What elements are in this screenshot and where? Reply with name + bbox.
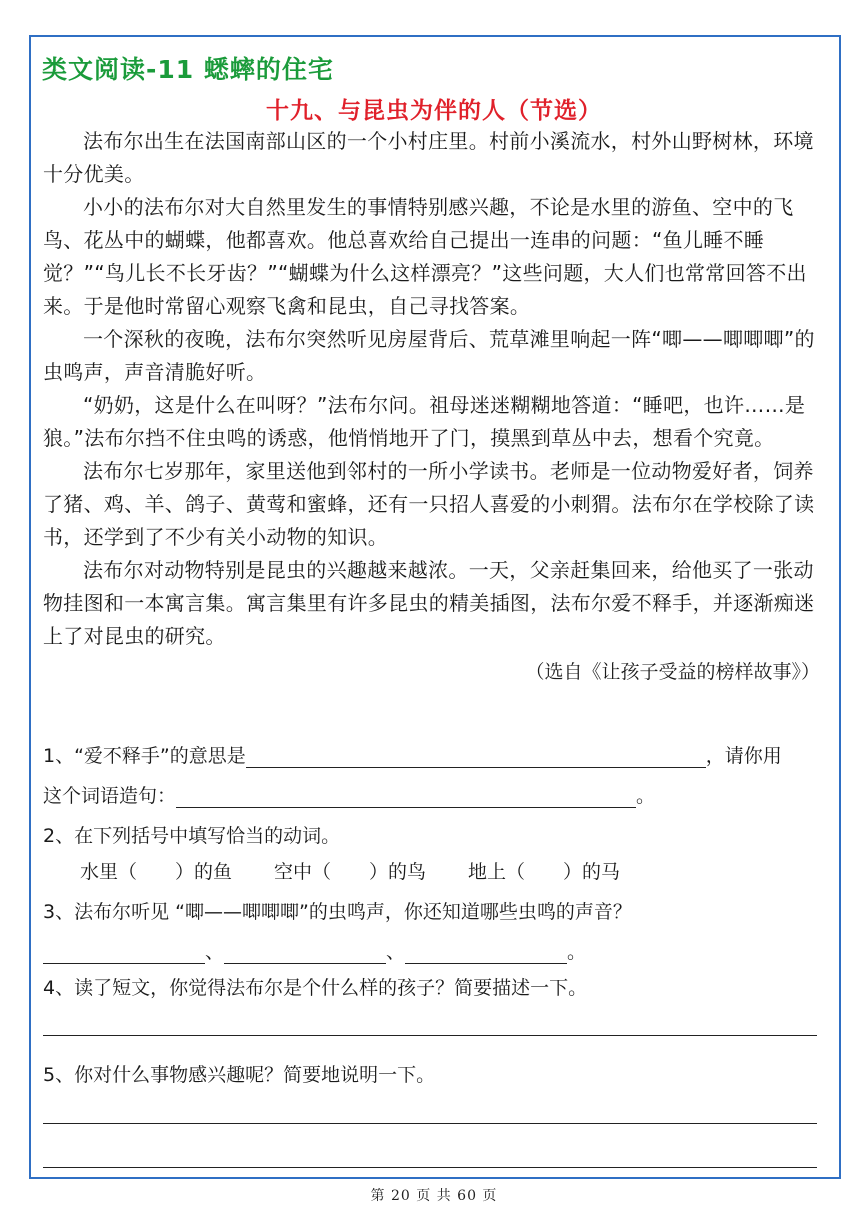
question-1-suffix: ，请你用 — [705, 745, 782, 767]
sentence-blank[interactable] — [176, 787, 636, 808]
paragraph: 法布尔出生在法国南部山区的一个小村庄里。村前小溪流水，村外山野树林，环境十分优美。 — [43, 129, 814, 186]
question-4: 4、读了短文，你觉得法布尔是个什么样的孩子？简要描述一下。 — [43, 977, 588, 999]
answer-line[interactable] — [43, 1035, 817, 1036]
answer-blank[interactable] — [224, 943, 386, 964]
question-2-items — [80, 857, 620, 884]
answer-blank[interactable] — [246, 747, 706, 768]
section-header: 类文阅读-11 蟋蟀的住宅 — [42, 55, 334, 84]
answer-blank[interactable] — [405, 943, 567, 964]
question-1-text: 1、“爱不释手”的意思是 — [43, 745, 246, 767]
question-3: 3、法布尔听见 “唧——唧唧唧”的虫鸣声，你还知道哪些虫鸣的声音？ — [43, 901, 632, 923]
fill-in-item[interactable]: 空中（ ）的鸟 — [274, 861, 427, 883]
answer-line[interactable] — [43, 1123, 817, 1124]
fill-in-item[interactable]: 水里（ ）的鱼 — [80, 861, 233, 883]
question-3-blanks — [43, 937, 586, 964]
paragraph: 小小的法布尔对大自然里发生的事情特别感兴趣，不论是水里的游鱼、空中的飞鸟、花丛中的蝴蝶，他都喜欢。他总喜欢给自己提出一连串的问题：“鱼儿睡不睡觉？”“鸟儿长不长牙齿？”“蝴蝶为什么这样漂亮？”这些问题，大人们也常常回答不出来。于是他时常留心观察飞禽和昆虫，自己寻找答案。 — [43, 195, 807, 318]
paragraph: 法布尔七岁那年，家里送他到邻村的一所小学读书。老师是一位动物爱好者，饲养了猪、鸡、羊、鸽子、黄莺和蜜蜂，还有一只招人喜爱的小刺猬。法布尔在学校除了读书，还学到了不少有关小动物的知识。 — [43, 459, 815, 549]
question-1-prompt: 这个词语造句： — [43, 785, 177, 807]
question-1-line2 — [43, 781, 655, 808]
question-1 — [43, 741, 782, 768]
question-1-end: 。 — [636, 785, 656, 807]
question-3-end: 。 — [567, 941, 587, 963]
paragraph: 一个深秋的夜晚，法布尔突然听见房屋背后、荒草滩里响起一阵“唧——唧唧唧”的虫鸣声，声音清脆好听。 — [43, 327, 815, 384]
answer-blank[interactable] — [43, 943, 205, 964]
paragraph: 法布尔对动物特别是昆虫的兴趣越来越浓。一天，父亲赶集回来，给他买了一张动物挂图和一本寓言集。寓言集里有许多昆虫的精美插图，法布尔爱不释手，并逐渐痴迷上了对昆虫的研究。 — [43, 558, 815, 648]
separator: 、 — [386, 941, 406, 963]
separator: 、 — [205, 941, 225, 963]
article-source: （选自《让孩子受益的榜样故事》） — [525, 661, 820, 683]
page-number: 第 20 页 共 60 页 — [370, 1188, 498, 1204]
article-body — [43, 125, 831, 653]
fill-in-item[interactable]: 地上（ ）的马 — [468, 861, 621, 883]
article-title: 十九、与昆虫为伴的人（节选） — [266, 98, 602, 124]
answer-line[interactable] — [43, 1167, 817, 1168]
question-5: 5、你对什么事物感兴趣呢？简要地说明一下。 — [43, 1064, 436, 1086]
question-2: 2、在下列括号中填写恰当的动词。 — [43, 825, 341, 847]
paragraph: “奶奶，这是什么在叫呀？”法布尔问。祖母迷迷糊糊地答道：“睡吧，也许……是狼。”法布尔挡不住虫鸣的诱惑，他悄悄地开了门，摸黑到草丛中去，想看个究竟。 — [43, 393, 806, 450]
